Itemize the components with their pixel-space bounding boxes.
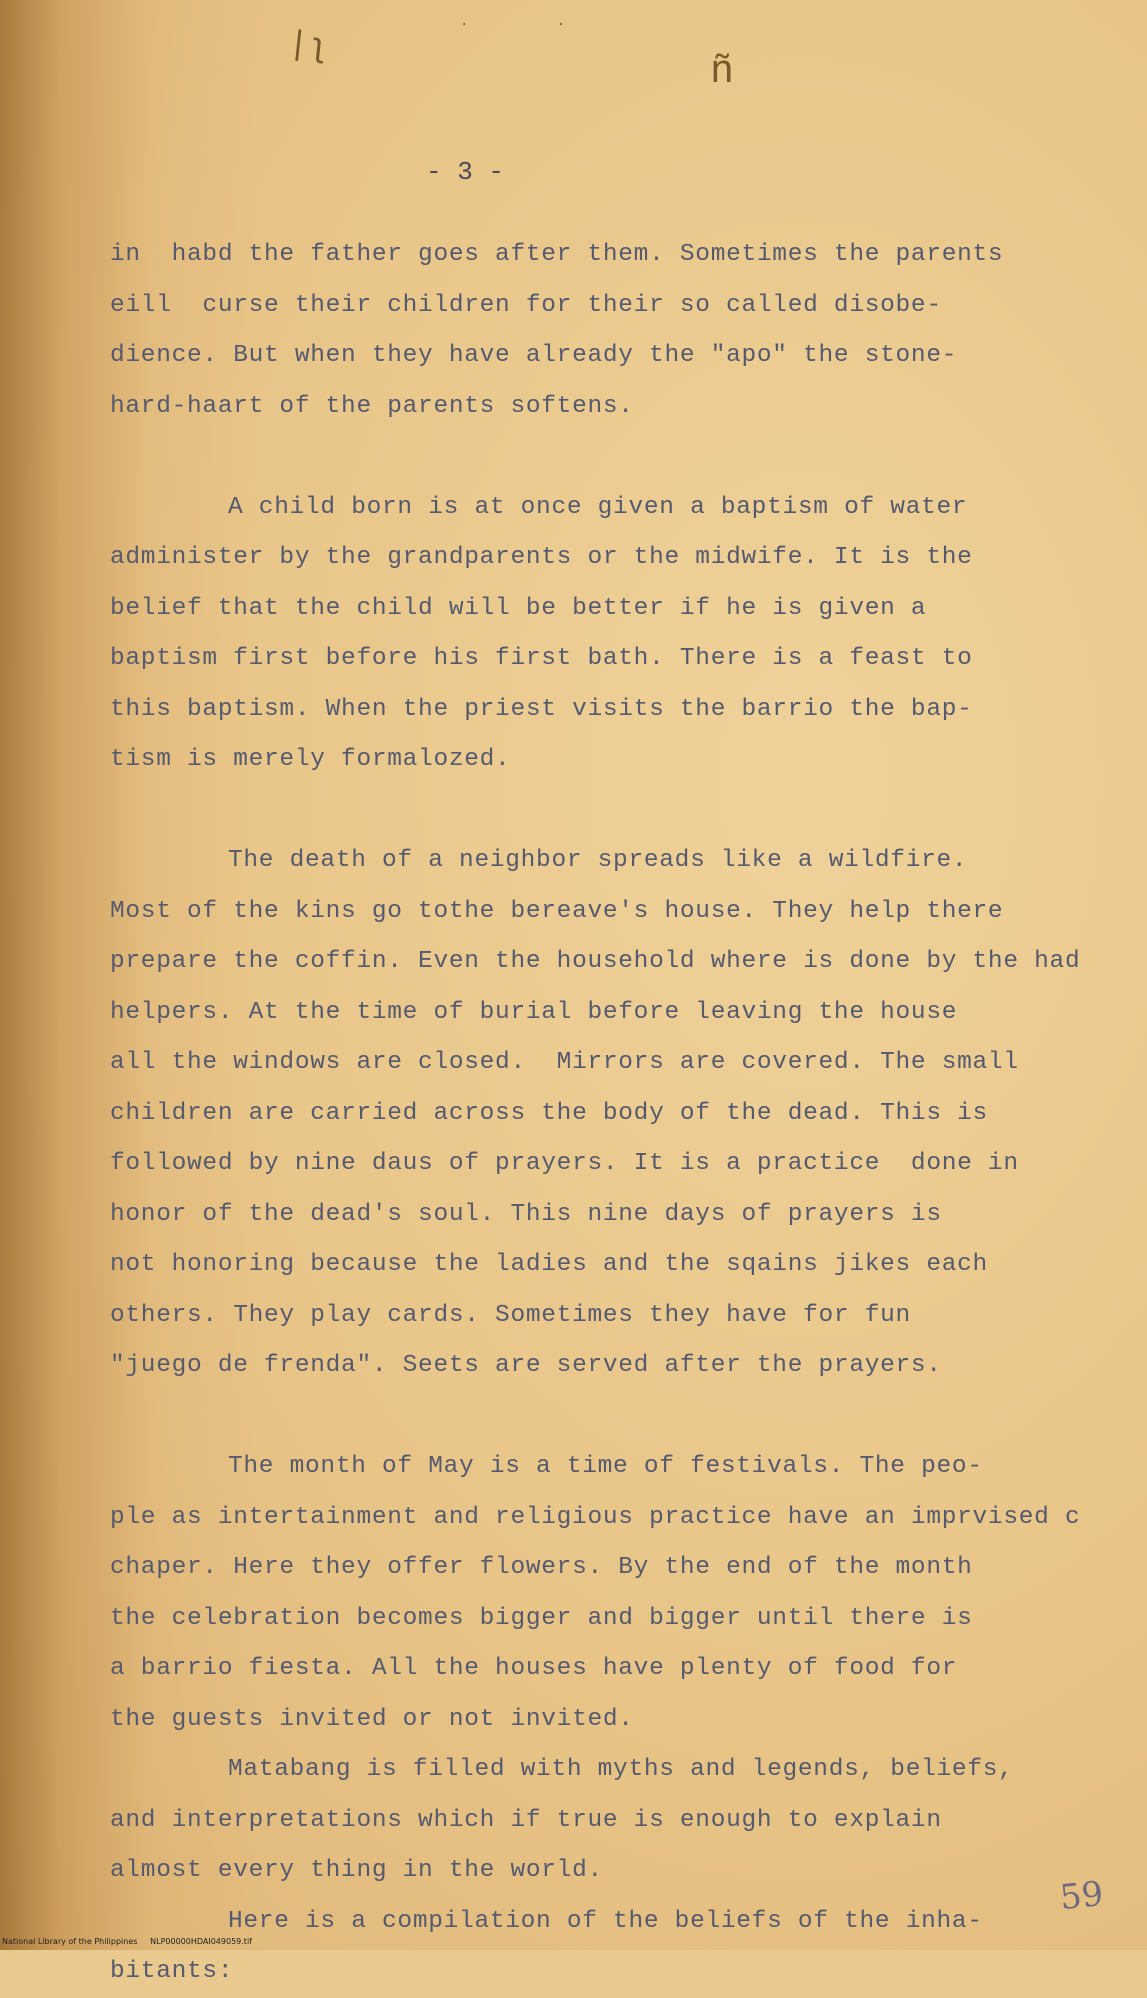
text-line: administer by the grandparents or the midwife. It is the	[110, 544, 973, 571]
paragraph-gap	[110, 1392, 1120, 1443]
handwritten-marks	[280, 14, 780, 130]
paragraph	[110, 1897, 1120, 1998]
paragraph-gap	[110, 432, 1120, 483]
text-line: prepare the coffin. Even the household where is done by the had	[110, 948, 1081, 975]
text-line: Most of the kins go tothe bereave's house. They help there	[110, 897, 1004, 925]
text-line: this baptism. When the priest visits the barrio the bap-	[110, 695, 973, 723]
text-line: A child born is at once given a baptism of water	[228, 493, 968, 521]
text-line: The death of a neighbor spreads like a wildfire.	[228, 847, 968, 874]
folio-number: 59	[1057, 1873, 1105, 1919]
text-line: in habd the father goes after them. Sometimes the parents	[110, 241, 1004, 268]
text-line: Here is a compilation of the beliefs of the inha-	[228, 1907, 983, 1935]
text-line: baptism first before his first bath. There is a feast to	[110, 645, 973, 672]
text-line: ple as intertainment and religious practice have an imprvised c	[110, 1503, 1081, 1531]
document-body	[110, 230, 1120, 1998]
text-line: Matabang is filled with myths and legends, beliefs,	[228, 1756, 1014, 1783]
pencil-mark-right: ñ	[710, 50, 735, 95]
text-line: followed by nine daus of prayers. It is a practice done in	[110, 1150, 1019, 1177]
text-line: tism is merely formalozed.	[110, 746, 511, 773]
paragraph	[110, 836, 1120, 1392]
page-number: - 3 -	[425, 157, 504, 187]
text-line: honor of the dead's soul. This nine days of prayers is	[110, 1200, 942, 1228]
text-line: "juego de frenda". Seets are served after the prayers.	[110, 1352, 942, 1379]
text-line: chaper. Here they offer flowers. By the end of the month	[110, 1554, 973, 1581]
text-line: dience. But when they have already the "apo" the stone-	[110, 342, 958, 369]
text-line: a barrio fiesta. All the houses have plenty of food for	[110, 1655, 958, 1682]
text-line: eill curse their children for their so called disobe-	[110, 291, 942, 319]
text-line: The month of May is a time of festivals. The peo-	[228, 1453, 983, 1480]
top-ink-dots: . .	[460, 14, 606, 30]
text-line: helpers. At the time of burial before leaving the house	[110, 998, 958, 1026]
paragraph	[110, 230, 1120, 432]
paragraph	[110, 1745, 1120, 1897]
scan-footer: National Library of the Philippines NLP00000HDAI049059.tif	[2, 1937, 252, 1946]
text-line: almost every thing in the world.	[110, 1857, 603, 1884]
text-line: bitants:	[110, 1958, 234, 1985]
text-line: others. They play cards. Sometimes they have for fun	[110, 1301, 911, 1329]
text-line: the guests invited or not invited.	[110, 1705, 634, 1733]
text-line: all the windows are closed. Mirrors are covered. The small	[110, 1049, 1019, 1076]
text-line: and interpretations which if true is enough to explain	[110, 1806, 942, 1834]
paragraph	[110, 483, 1120, 786]
paragraph	[110, 1442, 1120, 1745]
text-line: not honoring because the ladies and the sqains jikes each	[110, 1251, 988, 1278]
text-line: belief that the child will be better if he is given a	[110, 594, 927, 622]
text-line: hard-haart of the parents softens.	[110, 392, 634, 420]
text-line: children are carried across the body of the dead. This is	[110, 1099, 988, 1127]
pencil-mark-left: |ʅ	[286, 25, 331, 69]
text-line: the celebration becomes bigger and bigger until there is	[110, 1604, 973, 1632]
paragraph-gap	[110, 786, 1120, 837]
